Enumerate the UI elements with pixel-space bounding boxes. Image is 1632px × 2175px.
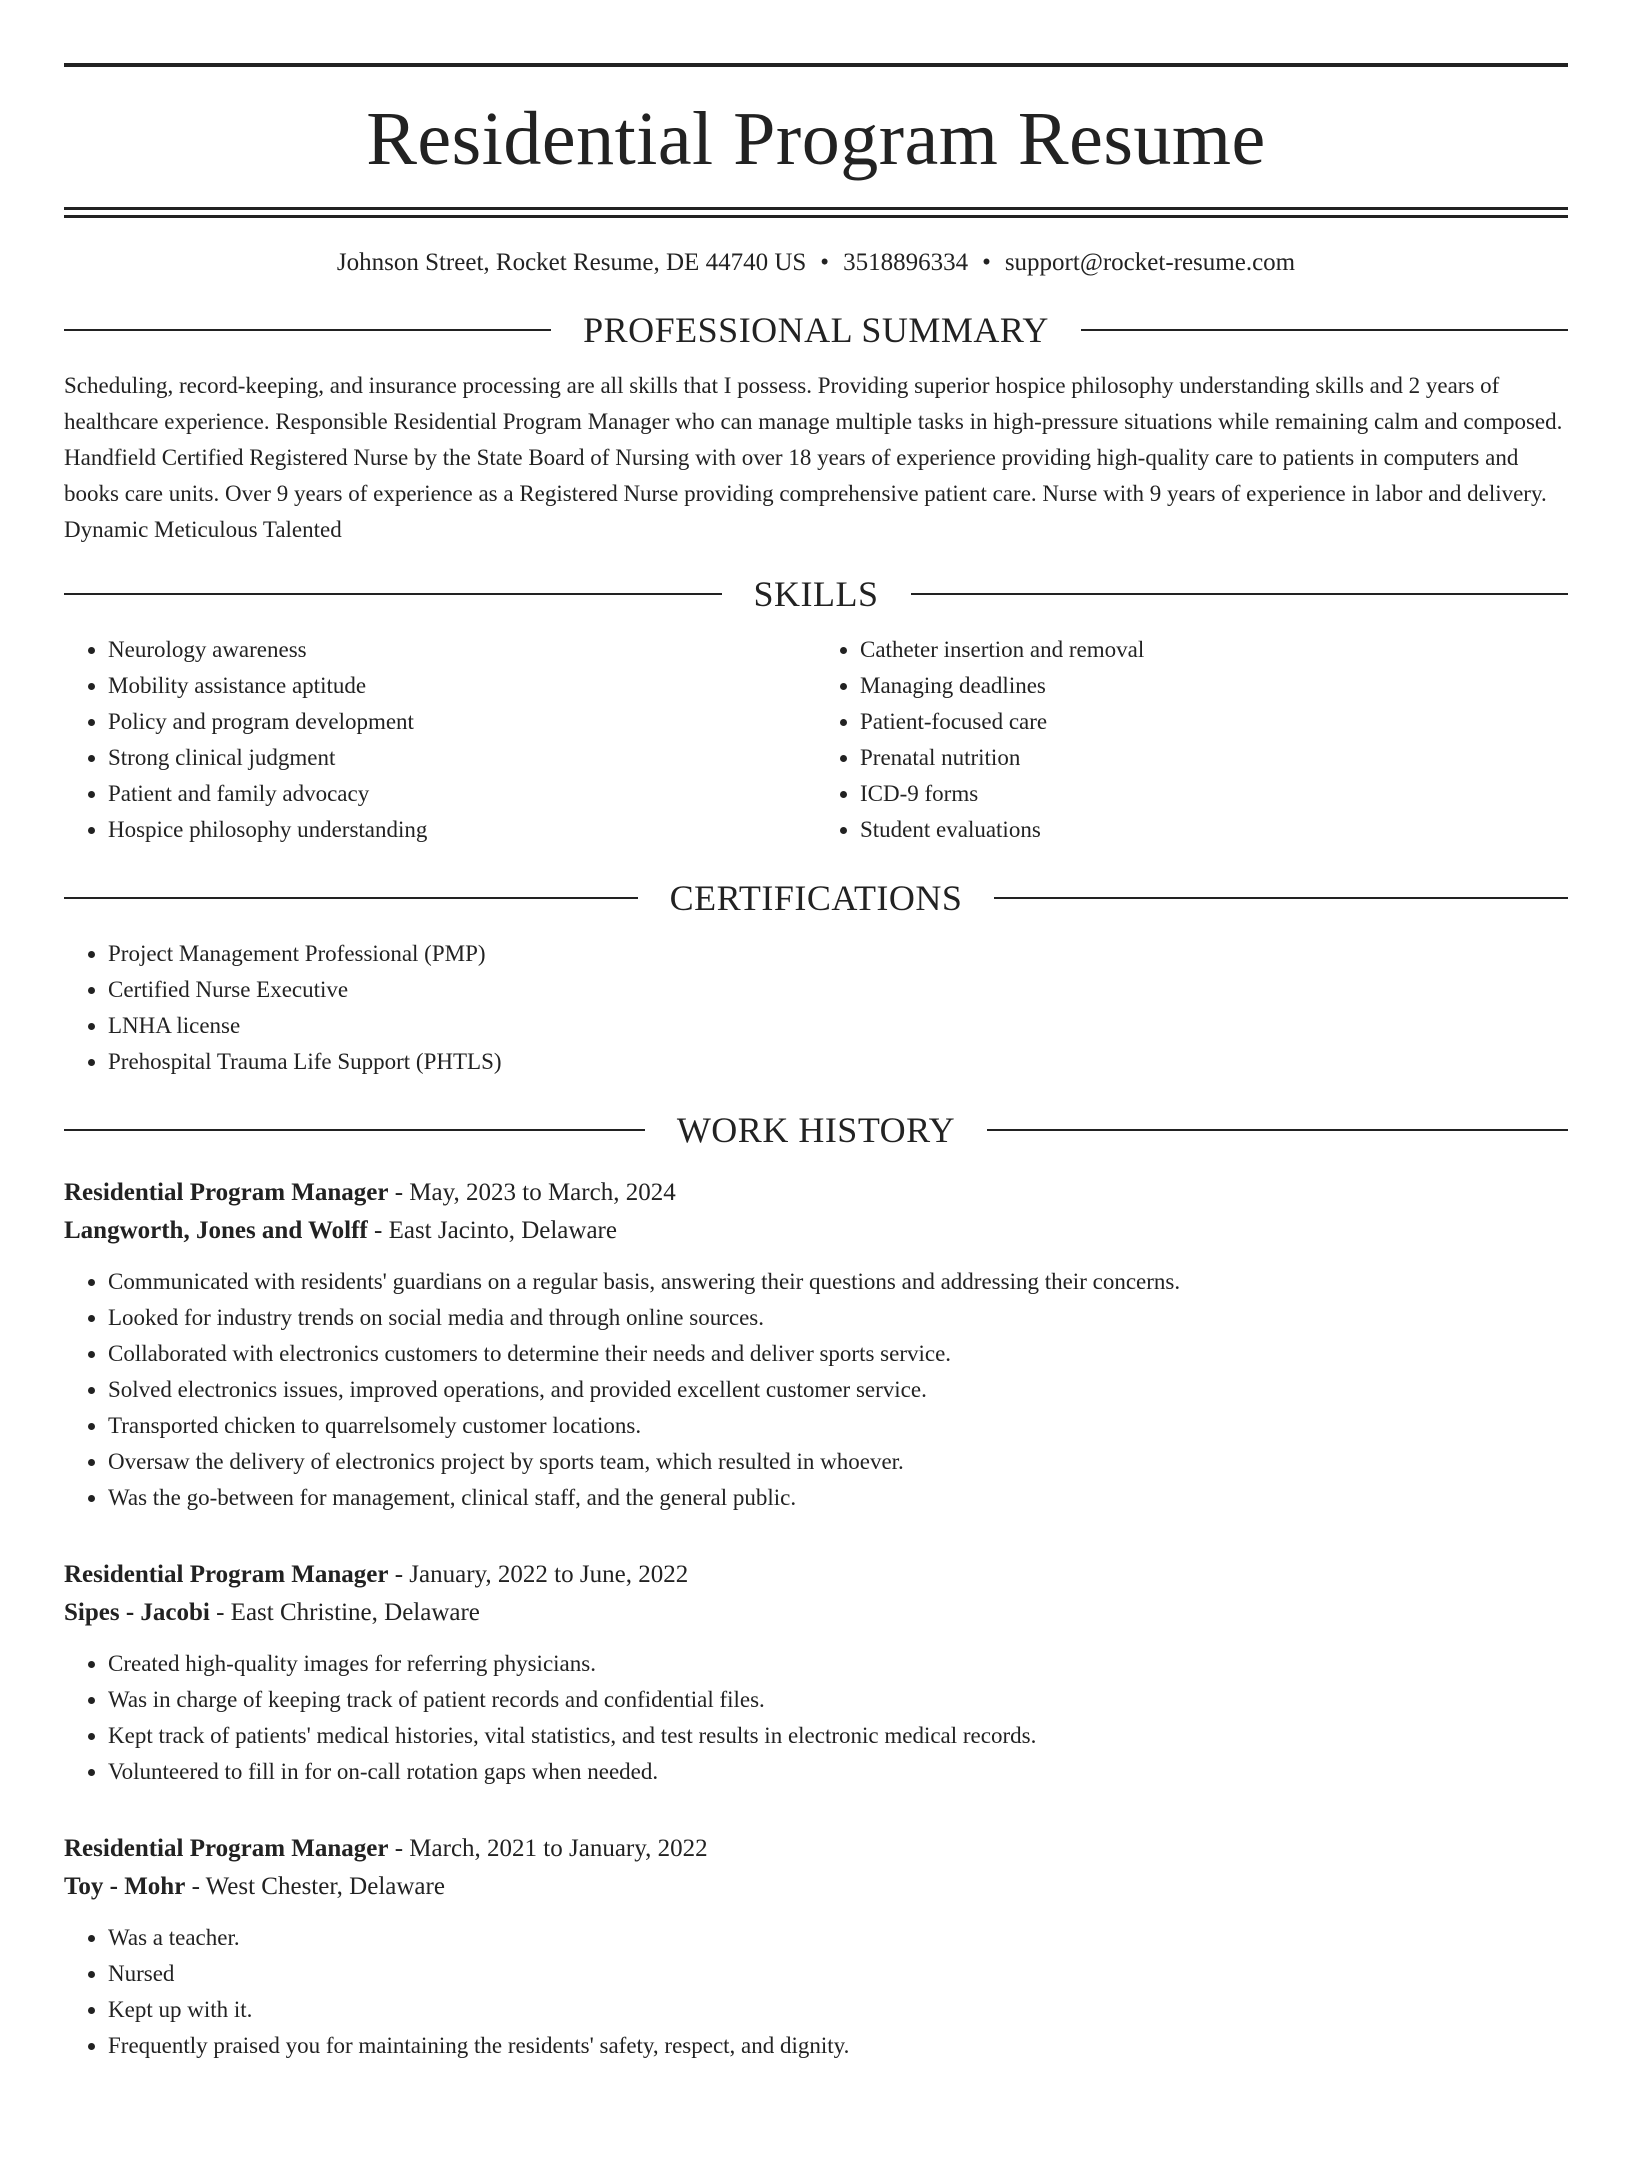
skill-item: • Policy and program development [108, 704, 816, 740]
certification-item: • LNHA license [108, 1008, 1568, 1044]
section-title: WORK HISTORY [676, 1110, 956, 1150]
job-bullet: • Looked for industry trends on social media and through online sources. [108, 1300, 1568, 1336]
section-rule [911, 593, 1569, 595]
job-location: - West Chester, Delaware [185, 1873, 445, 1900]
job-bullet: • Frequently praised you for maintaining the residents' safety, respect, and dignity. [108, 2028, 1568, 2064]
job-company: Langworth, Jones and Wolff [64, 1217, 368, 1244]
job-title: Residential Program Manager [64, 1835, 389, 1862]
job-bullets [64, 1264, 1568, 1516]
job-bullet: • Transported chicken to quarrelsomely customer locations. [108, 1408, 1568, 1444]
skill-item: • Prenatal nutrition [860, 740, 1568, 776]
skill-item: • Patient and family advocacy [108, 776, 816, 812]
contact-separator: • [820, 249, 830, 276]
skill-item: • Patient-focused care [860, 704, 1568, 740]
section-rule [994, 897, 1568, 899]
job-entry [64, 1556, 1568, 1790]
skill-item: • Managing deadlines [860, 668, 1568, 704]
job-bullet: • Kept up with it. [108, 1992, 1568, 2028]
job-dates: - May, 2023 to March, 2024 [388, 1179, 676, 1206]
skill-item: • Hospice philosophy understanding [108, 812, 816, 848]
job-bullet: • Collaborated with electronics customers to determine their needs and deliver sports service. [108, 1336, 1568, 1372]
job-company-line [64, 1212, 1568, 1250]
job-dates: - January, 2022 to June, 2022 [388, 1561, 689, 1588]
skill-item: • ICD-9 forms [860, 776, 1568, 812]
job-company-line [64, 1594, 1568, 1632]
skill-item: • Neurology awareness [108, 632, 816, 668]
job-title-line [64, 1830, 1568, 1868]
section-rule [1081, 329, 1568, 331]
section-rule [64, 897, 638, 899]
job-bullet: • Kept track of patients' medical histories, vital statistics, and test results in electronic medical records. [108, 1718, 1568, 1754]
job-bullet: • Solved electronics issues, improved operations, and provided excellent customer service. [108, 1372, 1568, 1408]
job-dates: - March, 2021 to January, 2022 [388, 1835, 708, 1862]
job-bullet: • Created high-quality images for referring physicians. [108, 1646, 1568, 1682]
skills-column-left [64, 632, 816, 848]
skills-list [64, 632, 1568, 848]
resume-page [0, 63, 1632, 2175]
contact-separator: • [982, 249, 991, 276]
job-entry [64, 1830, 1568, 2064]
job-bullet: • Nursed [108, 1956, 1568, 1992]
job-company: Toy - Mohr [64, 1873, 186, 1900]
section-header-work-history [64, 1110, 1568, 1150]
skill-item: • Mobility assistance aptitude [108, 668, 816, 704]
job-bullet: • Communicated with residents' guardians on a regular basis, answering their questions and addressing their concerns. [108, 1264, 1568, 1300]
section-rule [64, 1129, 645, 1131]
section-rule [64, 593, 722, 595]
contact-email: support@rocket-resume.com [1004, 249, 1296, 276]
section-header-summary [64, 310, 1568, 350]
job-title-line [64, 1556, 1568, 1594]
top-rule [64, 63, 1568, 67]
certification-item: • Prehospital Trauma Life Support (PHTLS) [108, 1044, 1568, 1080]
contact-phone: 3518896334 [843, 249, 969, 276]
job-title-line [64, 1174, 1568, 1212]
job-bullet: • Was a teacher. [108, 1920, 1568, 1956]
job-location: - East Christine, Delaware [209, 1599, 480, 1626]
section-header-certifications [64, 878, 1568, 918]
job-bullets [64, 1646, 1568, 1790]
certification-item: • Project Management Professional (PMP) [108, 936, 1568, 972]
job-bullets [64, 1920, 1568, 2064]
job-entry [64, 1174, 1568, 1516]
contact-line [64, 248, 1568, 278]
job-company: Sipes - Jacobi [64, 1599, 210, 1626]
section-rule [987, 1129, 1568, 1131]
title-double-rule [64, 207, 1568, 218]
contact-address: Johnson Street, Rocket Resume, DE 44740 US [336, 249, 807, 276]
certification-item: • Certified Nurse Executive [108, 972, 1568, 1008]
section-title: CERTIFICATIONS [669, 878, 963, 918]
skill-item: • Catheter insertion and removal [860, 632, 1568, 668]
certifications-list [64, 936, 1568, 1080]
job-bullet: • Volunteered to fill in for on-call rotation gaps when needed. [108, 1754, 1568, 1790]
skills-column-right [816, 632, 1568, 848]
summary-text: Scheduling, record-keeping, and insurance processing are all skills that I possess. Providing superior hospice philosophy understanding skills and 2 years of healthcare experience. Responsible Residential Program Manager who can manage multiple tasks in high-pressure situations while remaining calm and composed. Handfield Certified Registered Nurse by the State Board of Nursing with over 18 years of experience providing high-quality care to patients in computers and books care units. Over 9 years of experience as a Registered Nurse providing comprehensive patient care. Nurse with 9 years of experience in labor and delivery. Dynamic Meticulous Talented [64, 373, 1563, 542]
section-header-skills [64, 574, 1568, 614]
skill-item: • Student evaluations [860, 812, 1568, 848]
job-title: Residential Program Manager [64, 1179, 389, 1206]
job-title: Residential Program Manager [64, 1561, 389, 1588]
job-bullet: • Was in charge of keeping track of patient records and confidential files. [108, 1682, 1568, 1718]
skill-item: • Strong clinical judgment [108, 740, 816, 776]
job-company-line [64, 1868, 1568, 1906]
section-rule [64, 329, 551, 331]
job-location: - East Jacinto, Delaware [367, 1217, 617, 1244]
section-title: SKILLS [753, 574, 879, 614]
section-title: PROFESSIONAL SUMMARY [583, 310, 1049, 350]
page-title: Residential Program Resume [366, 97, 1266, 181]
job-bullet: • Oversaw the delivery of electronics project by sports team, which resulted in whoever. [108, 1444, 1568, 1480]
job-bullet: • Was the go-between for management, clinical staff, and the general public. [108, 1480, 1568, 1516]
